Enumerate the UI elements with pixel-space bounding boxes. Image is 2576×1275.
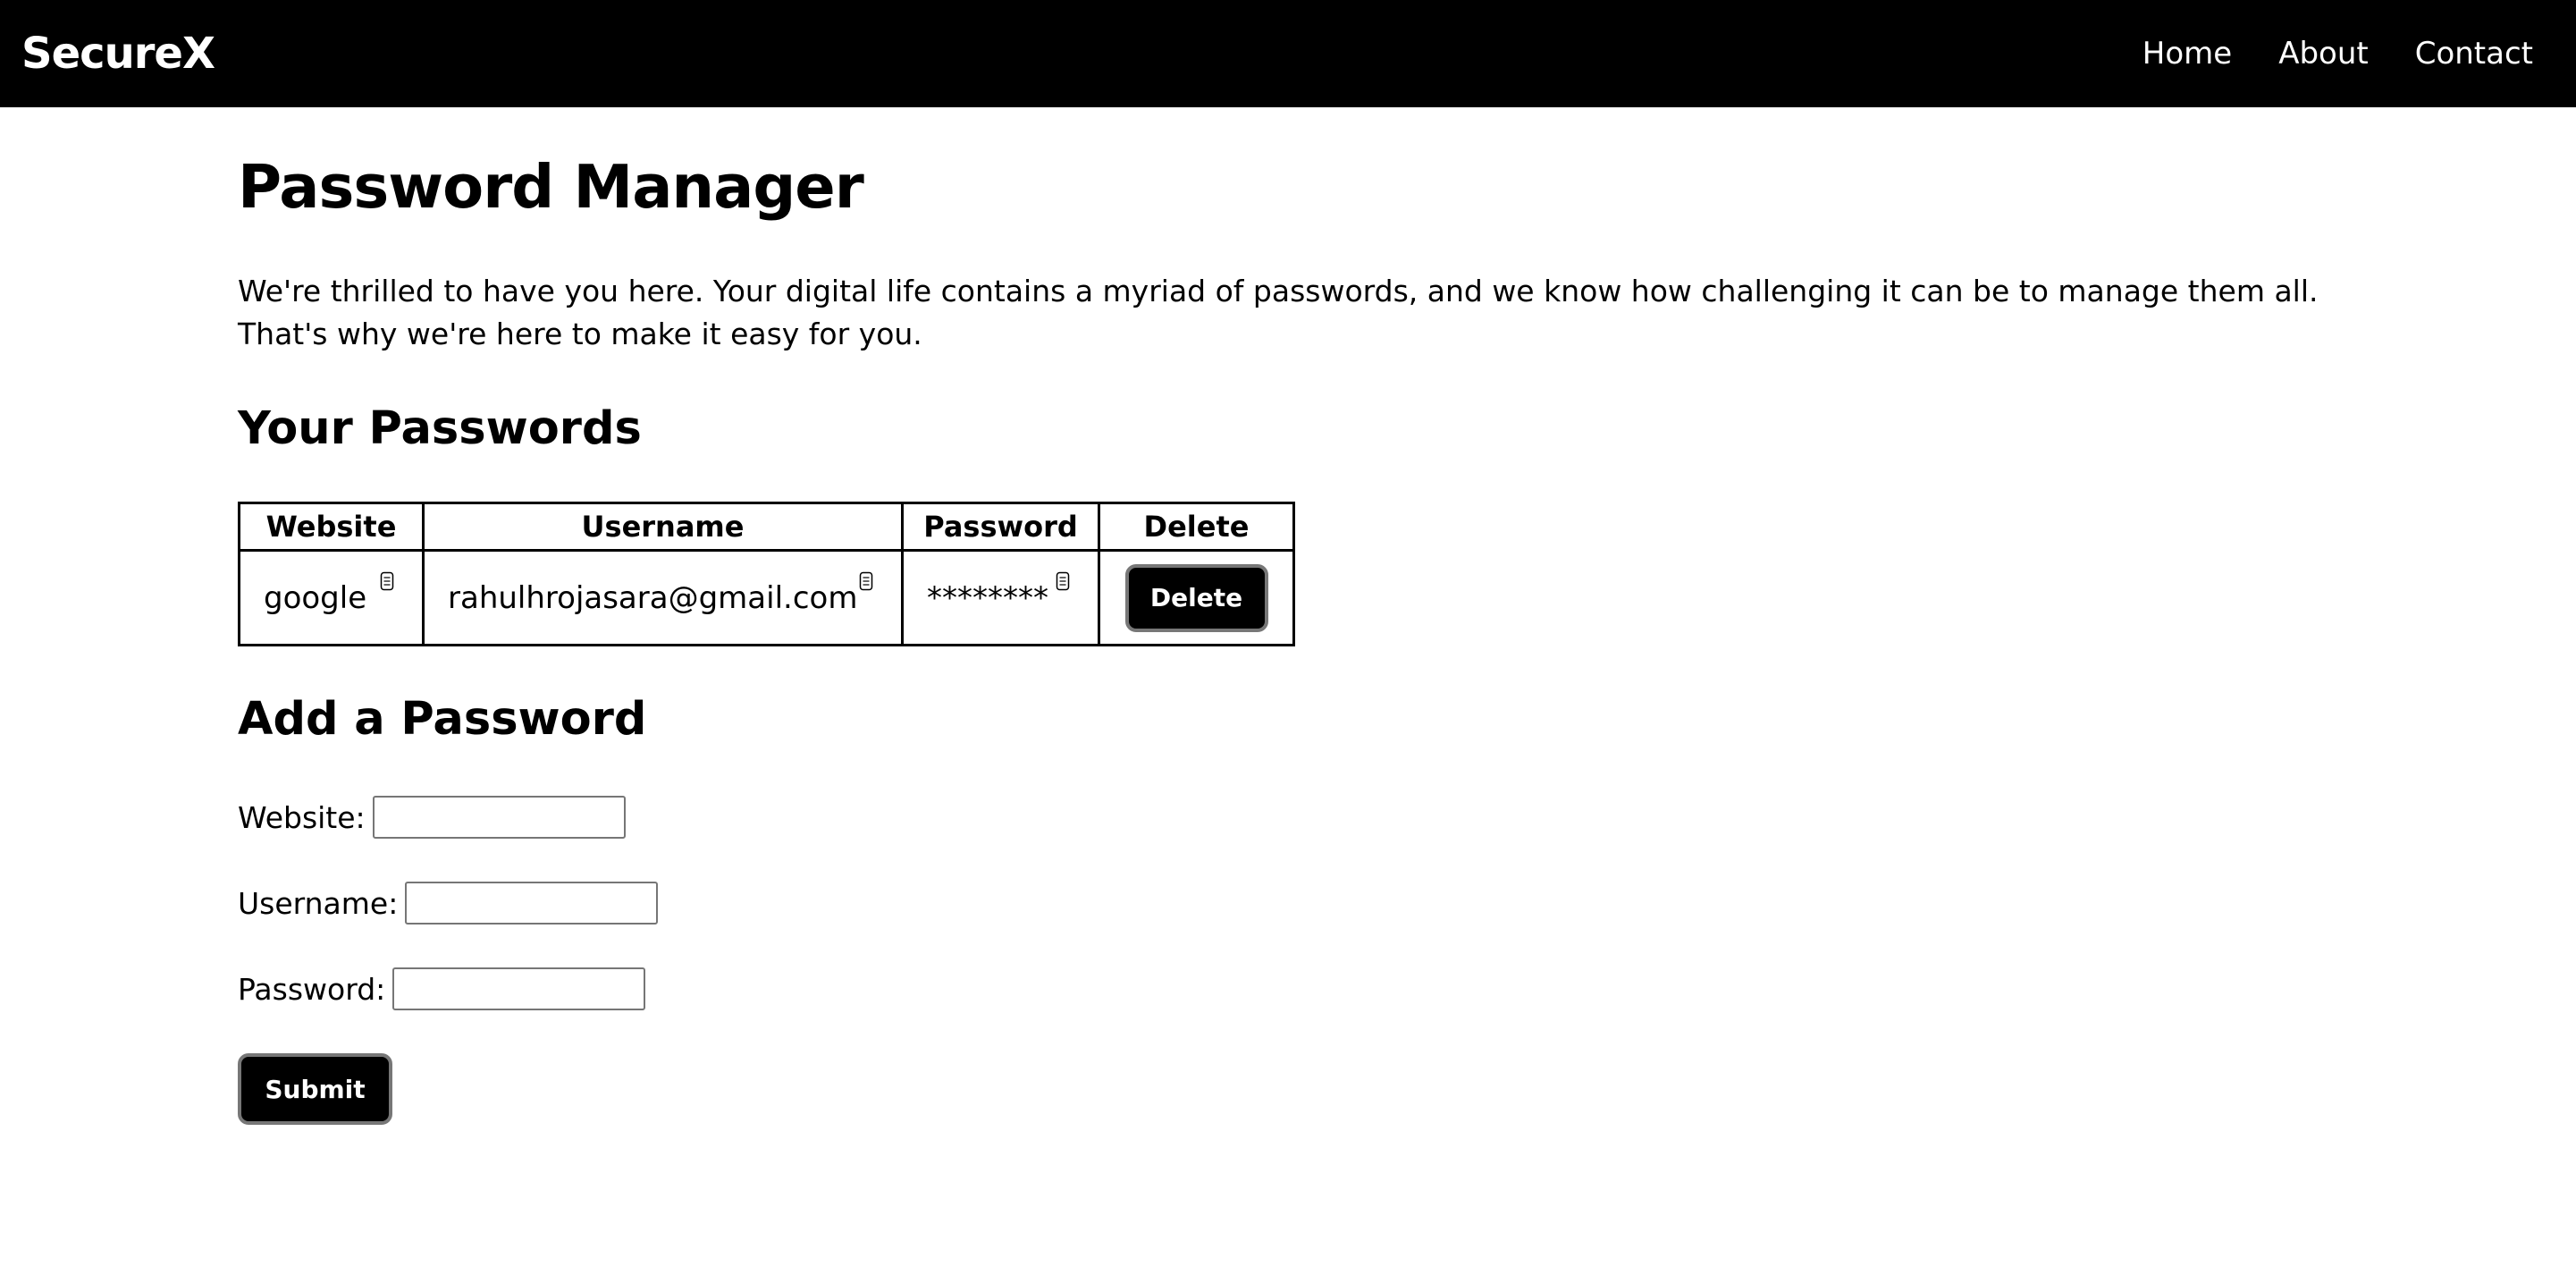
- brand-logo[interactable]: SecureX: [21, 29, 215, 79]
- website-row: [238, 796, 2338, 839]
- column-header-delete: Delete: [1099, 503, 1294, 551]
- nav-item-contact: [2415, 36, 2533, 72]
- submit-button[interactable]: Submit: [238, 1053, 392, 1125]
- intro-text: We're thrilled to have you here. Your digital life contains a myriad of passwords, and we know how challenging it can be to manage them all. That's why we're here to make it easy for you.: [238, 274, 2319, 351]
- add-password-form: [238, 796, 2338, 1125]
- passwords-heading: Your Passwords: [238, 402, 642, 455]
- nav-link-contact[interactable]: Contact: [2414, 36, 2533, 72]
- username-input[interactable]: [405, 882, 658, 925]
- nav-link-home[interactable]: Home: [2142, 36, 2233, 72]
- password-value: ********: [927, 579, 1048, 616]
- passwords-table: [238, 502, 1295, 646]
- delete-button[interactable]: Delete: [1125, 564, 1268, 632]
- column-header-username: Username: [424, 503, 903, 551]
- copy-icon[interactable]: [380, 571, 394, 591]
- username-value: rahulhrojasara@gmail.com: [448, 579, 858, 616]
- column-header-password: Password: [903, 503, 1099, 551]
- page-title: Password Manager: [238, 152, 863, 222]
- copy-icon[interactable]: [859, 571, 873, 591]
- username-row: [238, 882, 2338, 925]
- website-input[interactable]: [373, 796, 626, 839]
- cell-password: [903, 551, 1099, 646]
- nav-links: [2142, 36, 2533, 72]
- add-password-heading: Add a Password: [238, 693, 647, 746]
- table-header-row: [240, 503, 1294, 551]
- nav-link-about[interactable]: About: [2278, 36, 2369, 72]
- cell-delete: [1099, 551, 1294, 646]
- top-navbar: [0, 0, 2576, 107]
- password-label: Password:: [238, 971, 386, 1007]
- website-value: google: [264, 579, 367, 616]
- username-label: Username:: [238, 885, 399, 921]
- copy-icon[interactable]: [1056, 571, 1070, 591]
- password-input[interactable]: [392, 967, 645, 1010]
- column-header-website: Website: [240, 503, 424, 551]
- cell-website: [240, 551, 424, 646]
- nav-item-about: [2278, 36, 2369, 72]
- website-label: Website:: [238, 799, 366, 835]
- nav-item-home: [2142, 36, 2232, 72]
- table-row: [240, 551, 1294, 646]
- password-row: [238, 967, 2338, 1010]
- main-content: [238, 107, 2338, 1125]
- cell-username: [424, 551, 903, 646]
